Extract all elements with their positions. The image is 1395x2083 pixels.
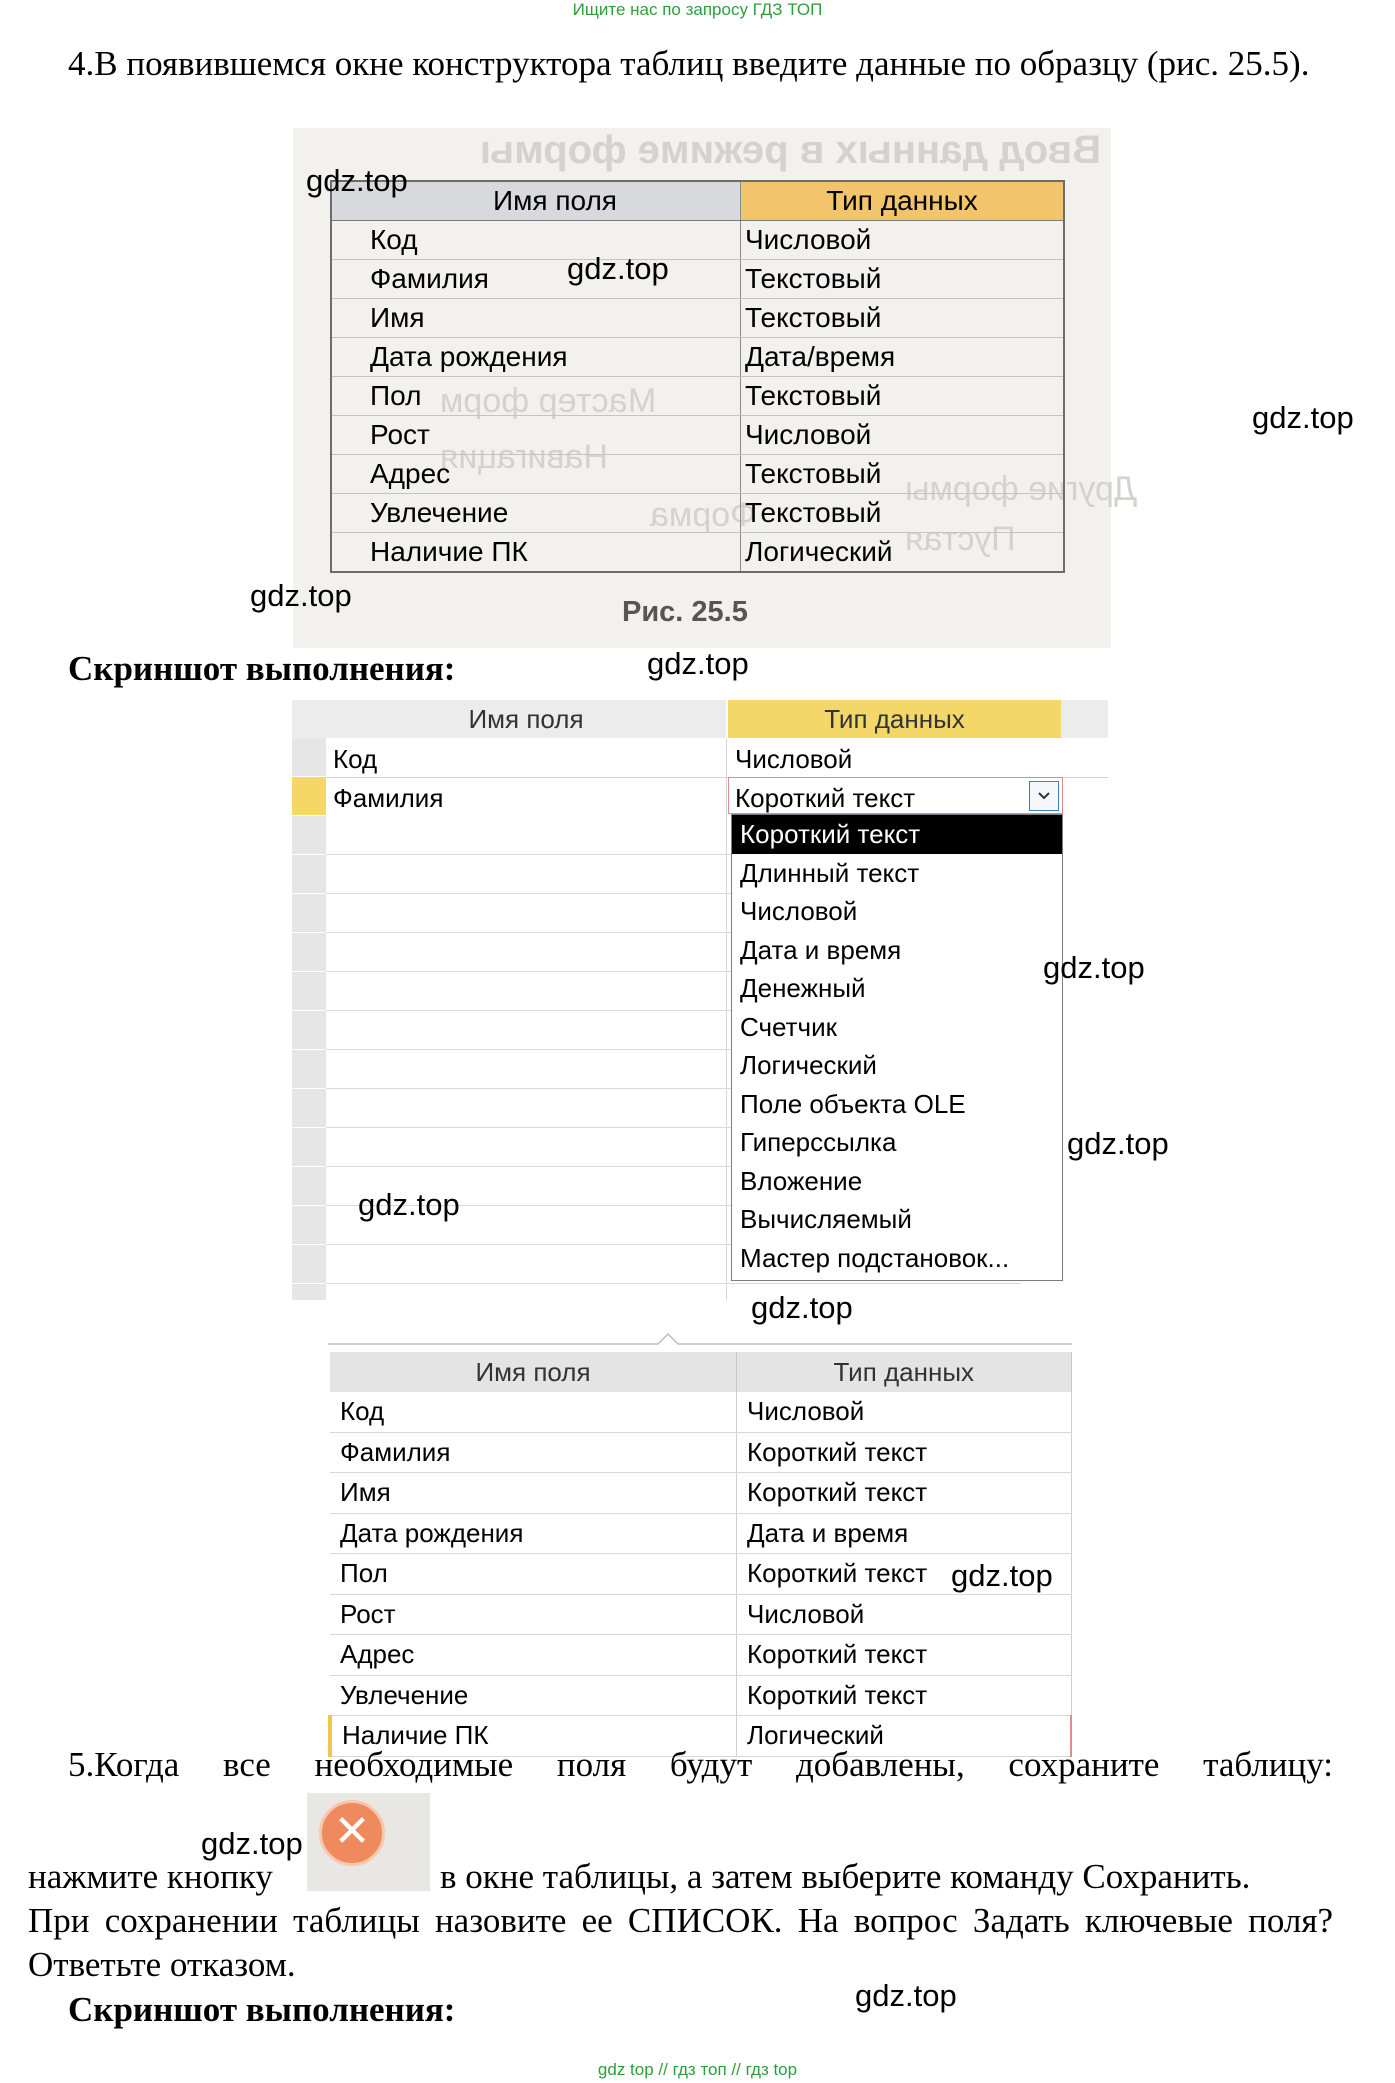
fig-field-name: Увлечение [331,494,741,533]
field-name-cell[interactable]: Фамилия [330,1432,737,1473]
dropdown-option[interactable]: Длинный текст [740,857,920,888]
fig-field-type: Текстовый [741,377,1065,416]
screenshot-label-1: Скриншот выполнения: [68,649,456,688]
row-selector[interactable] [292,1284,326,1301]
dropdown-option[interactable]: Логический [740,1050,877,1080]
fig-field-type: Числовой [741,221,1065,260]
row-selector[interactable] [292,933,326,972]
watermark: gdz.top [250,578,352,613]
data-type-cell[interactable]: Логический [737,1716,1072,1757]
column-header-data-type[interactable]: Тип данных [728,700,1061,738]
data-type-cell[interactable]: Короткий текст [737,1635,1072,1676]
access-design-view-2 [328,1352,1072,1757]
book-bg-text-c: Форма [650,496,756,534]
dropdown-option[interactable]: Вложение [740,1165,863,1196]
watermark: gdz.top [201,1826,303,1861]
data-type-cell[interactable]: Числовой [737,1594,1072,1635]
step5-after: в окне таблицы, а затем выберите команду Сохранить. [440,1857,1251,1896]
book-bg-text-d: Другие формы [905,470,1137,508]
column-header-field-name[interactable]: Имя поля [326,700,726,738]
step5-line1: 5.Когда все необходимые поля будут добавлены, сохраните таблицу: [68,1745,1333,1784]
figure-25-5-table [330,180,1065,573]
row-selector[interactable] [292,1167,326,1206]
fig-field-type: Текстовый [741,299,1065,338]
book-bg-heading: Ввод данных в режиме формы [480,128,1102,172]
row-selector[interactable] [292,738,326,777]
field-name-cell[interactable]: Фамилия [333,783,444,813]
field-name-cell[interactable]: Увлечение [330,1675,737,1716]
dropdown-option[interactable]: Мастер подстановок... [740,1242,1010,1273]
data-type-dropdown-list [731,814,1063,1281]
chevron-down-icon[interactable] [1029,781,1059,811]
row-selector[interactable] [292,1050,326,1089]
column-header-data-type[interactable]: Тип данных [737,1352,1072,1392]
data-type-combobox-value: Короткий текст [735,783,916,813]
watermark: gdz.top [951,1558,1053,1593]
data-type-cell[interactable]: Короткий текст [737,1432,1072,1473]
dropdown-option[interactable]: Дата и время [740,934,902,965]
data-type-cell[interactable]: Короткий текст [737,1554,1072,1595]
fig-field-name: Пол [331,377,741,416]
field-name-cell[interactable]: Адрес [330,1635,737,1676]
fig-field-type: Текстовый [741,260,1065,299]
field-name-cell[interactable]: Код [333,744,378,774]
data-type-cell[interactable]: Дата и время [737,1513,1072,1554]
row-selector[interactable] [292,1011,326,1050]
dropdown-option[interactable]: Гиперссылка [740,1127,897,1157]
column-divider [726,738,727,1300]
column-header-field-name[interactable]: Имя поля [330,1352,737,1392]
watermark: gdz.top [647,646,749,681]
book-bg-text-b: Навигация [440,438,608,476]
fig-field-type: Числовой [741,416,1065,455]
close-circle-icon: ✕ [319,1800,385,1866]
field-name-cell[interactable]: Наличие ПК [330,1716,737,1757]
dropdown-option[interactable]: Счетчик [740,1011,837,1042]
figure-caption: Рис. 25.5 [622,596,748,628]
fig-field-name: Код [331,221,741,260]
watermark: gdz.top [1043,950,1145,985]
footer[interactable]: gdz top // гдз топ // гдз top [597,2060,798,2079]
fig-header-type: Тип данных [741,181,1065,221]
watermark: gdz.top [751,1290,853,1325]
fig-field-name: Рост [331,416,741,455]
field-name-cell[interactable]: Код [330,1392,737,1432]
fig-field-name: Имя [331,299,741,338]
field-name-cell[interactable]: Рост [330,1594,737,1635]
data-type-cell[interactable]: Короткий текст [737,1473,1072,1514]
fig-field-name: Адрес [331,455,741,494]
dropdown-option[interactable]: Поле объекта OLE [740,1088,966,1119]
field-name-cell[interactable]: Пол [330,1554,737,1595]
watermark: gdz.top [306,163,408,198]
header-filler [1061,700,1108,738]
row-selector[interactable] [292,1128,326,1167]
dropdown-option[interactable]: Денежный [740,973,866,1003]
fig-field-type: Логический [741,533,1065,573]
step5-rest: При сохранении таблицы назовите ее СПИСОК. На вопрос Задать ключевые поля? Ответьте отказом. [28,1901,1333,1984]
row-selector[interactable] [292,1206,326,1245]
row-selector[interactable] [292,1245,326,1284]
book-bg-text-a: Мастер форм [440,382,657,420]
row-selector[interactable] [292,894,326,933]
screenshot-divider [328,1326,1072,1346]
data-type-cell[interactable]: Короткий текст [737,1675,1072,1716]
selector-header [292,700,326,738]
watermark: gdz.top [567,251,669,286]
field-name-cell[interactable]: Имя [330,1473,737,1514]
watermark: gdz.top [1252,400,1354,435]
grid-line [326,1283,1021,1284]
watermark: gdz.top [1067,1126,1169,1161]
screenshot-label-2: Скриншот выполнения: [68,1990,456,2029]
fig-field-name: Фамилия [331,260,741,299]
data-type-cell[interactable]: Числовой [737,1392,1072,1432]
fig-header-name: Имя поля [331,181,741,221]
row-selector[interactable] [292,1089,326,1128]
field-name-cell[interactable]: Дата рождения [330,1513,737,1554]
watermark: gdz.top [855,1978,957,2013]
watermark: gdz.top [358,1187,460,1222]
fig-field-type: Текстовый [741,494,1065,533]
book-bg-text-e: Пустая [905,520,1016,558]
step4-text: 4.В появившемся окне конструктора таблиц введите данные по образцу (рис. 25.5). [68,44,1310,83]
fig-field-name: Наличие ПК [331,533,741,573]
dropdown-option[interactable]: Числовой [740,896,858,926]
dropdown-option[interactable]: Вычисляемый [740,1204,912,1234]
row-selector-current[interactable] [292,777,326,816]
fig-field-type: Дата/время [741,338,1065,377]
row-selector[interactable] [292,855,326,894]
step5-press: нажмите кнопку [28,1857,273,1896]
row-selector[interactable] [292,816,326,855]
row-selector[interactable] [292,972,326,1011]
data-type-cell[interactable]: Числовой [735,744,853,774]
dropdown-option[interactable]: Короткий текст [732,815,1062,854]
fig-field-type: Текстовый [741,455,1065,494]
top-banner[interactable]: Ищите нас по запросу ГДЗ ТОП [572,0,823,19]
fig-field-name: Дата рождения [331,338,741,377]
